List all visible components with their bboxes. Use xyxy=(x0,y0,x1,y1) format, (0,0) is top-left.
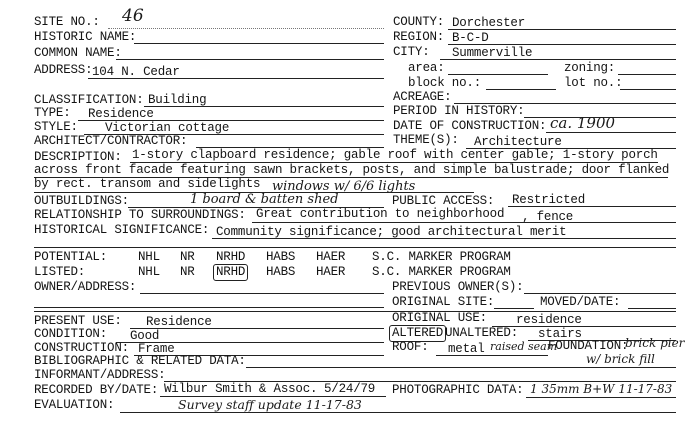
common-name-line xyxy=(116,59,384,60)
roof-label: ROOF: xyxy=(392,340,429,354)
evaluation-value: Survey staff update 11-17-83 xyxy=(178,397,362,412)
date-construction-label: DATE OF CONSTRUCTION: xyxy=(393,119,547,133)
condition-value: Good xyxy=(130,329,160,343)
county-value: Dorchester xyxy=(452,16,526,30)
section-divider-2 xyxy=(34,311,676,312)
foundation-label: FOUNDATION: xyxy=(548,339,629,353)
description-line-1: 1-story clapboard residence; gable roof with center gable; 1-story porch xyxy=(132,148,658,162)
site-no-label: SITE NO.: xyxy=(34,15,100,29)
previous-owners-line xyxy=(524,293,676,294)
common-name-label: COMMON NAME: xyxy=(34,46,122,60)
potential-nhl: NHL xyxy=(138,250,160,264)
date-construction-value: ca. 1900 xyxy=(550,114,616,132)
foundation-handwritten-1: brick pier xyxy=(625,336,685,350)
photographic-line xyxy=(526,397,676,398)
present-use-label: PRESENT USE: xyxy=(34,314,122,328)
potential-habs: HABS xyxy=(266,250,296,264)
outbuildings-value: 1 board & batten shed xyxy=(190,192,339,207)
listed-nr: NR xyxy=(180,265,195,279)
moved-date-label: MOVED/DATE: xyxy=(540,295,621,309)
area-label: area: xyxy=(408,61,445,75)
original-site-label: ORIGINAL SITE: xyxy=(392,295,495,309)
area-line xyxy=(448,74,548,75)
moved-date-line xyxy=(628,308,676,309)
site-no-value: 46 xyxy=(122,6,144,26)
roof-value: metal xyxy=(448,342,485,356)
description-handwritten: windows w/ 6/6 lights xyxy=(272,179,416,194)
style-value: Victorian cottage xyxy=(105,121,230,135)
altered-circled: ALTERED xyxy=(389,325,446,342)
photographic-label: PHOTOGRAPHIC DATA: xyxy=(392,383,524,397)
historical-significance-value: Community significance; good architectural merit xyxy=(216,225,567,239)
listed-label: LISTED: xyxy=(34,265,86,279)
description-line-2: across front facade featuring sawn brackets, posts, and simple balustrade; door flanked xyxy=(34,163,670,177)
public-access-value: Restricted xyxy=(512,193,586,207)
listed-nrhd-circled: NRHD xyxy=(213,264,248,281)
relationship-label: RELATIONSHIP TO SURROUNDINGS: xyxy=(34,208,246,222)
potential-nr: NR xyxy=(180,250,195,264)
public-access-label: PUBLIC ACCESS: xyxy=(392,194,495,208)
block-line xyxy=(486,89,556,90)
historic-name-line xyxy=(134,43,384,44)
classification-line xyxy=(144,106,384,107)
date-construction-line xyxy=(546,132,676,133)
region-label: REGION: xyxy=(393,30,445,44)
potential-sc-marker: S.C. MARKER PROGRAM xyxy=(372,250,511,264)
present-use-value: Residence xyxy=(146,315,212,329)
historical-significance-label: HISTORICAL SIGNIFICANCE: xyxy=(34,223,210,237)
region-value: B-C-D xyxy=(452,31,489,45)
site-no-line xyxy=(108,28,384,29)
unaltered-label: UNALTERED: xyxy=(445,326,519,340)
original-use-label: ORIGINAL USE: xyxy=(392,311,487,325)
recorded-by-label: RECORDED BY/DATE: xyxy=(34,383,159,397)
original-use-line xyxy=(492,326,676,327)
previous-owners-label: PREVIOUS OWNER(S): xyxy=(392,280,524,294)
themes-value: Architecture xyxy=(474,135,562,149)
city-label: CITY: xyxy=(393,45,430,59)
roof-line xyxy=(436,355,548,356)
description-line-3: by rect. transom and sidelights xyxy=(34,177,261,191)
type-value: Residence xyxy=(88,107,154,121)
historical-significance-line xyxy=(212,238,676,239)
informant-label: INFORMANT/ADDRESS: xyxy=(34,368,166,382)
public-access-line xyxy=(508,206,676,207)
city-value: Summerville xyxy=(452,46,533,60)
bibliographic-line xyxy=(246,367,676,368)
listed-habs: HABS xyxy=(266,265,296,279)
relationship-fence: , fence xyxy=(522,210,574,224)
architect-label: ARCHITECT/CONTRACTOR: xyxy=(34,134,188,148)
historic-name-label: HISTORIC NAME: xyxy=(34,30,137,44)
classification-value: Building xyxy=(148,93,207,107)
description-label: DESCRIPTION: xyxy=(34,150,122,164)
zoning-label: zoning: xyxy=(564,61,616,75)
potential-nrhd: NRHD xyxy=(216,250,246,264)
foundation-handwritten-2: w/ brick fill xyxy=(586,352,655,366)
type-label: TYPE: xyxy=(34,106,71,120)
lot-label: lot no.: xyxy=(564,76,623,90)
zoning-line xyxy=(618,74,676,75)
photographic-value: 1 35mm B+W 11-17-83 xyxy=(530,382,673,396)
relationship-value: Great contribution to neighborhood xyxy=(256,207,505,221)
present-use-line xyxy=(130,328,384,329)
classification-label: CLASSIFICATION: xyxy=(34,93,144,107)
lot-line xyxy=(620,89,676,90)
region-line xyxy=(448,44,676,45)
potential-label: POTENTIAL: xyxy=(34,250,108,264)
listed-haer: HAER xyxy=(316,265,346,279)
address-label: ADDRESS: xyxy=(34,63,93,77)
altered-value: stairs xyxy=(538,327,582,341)
address-value: 104 N. Cedar xyxy=(92,65,180,79)
condition-label: CONDITION: xyxy=(34,327,108,341)
acreage-label: ACREAGE: xyxy=(393,90,452,104)
roof-handwritten: raised seam xyxy=(490,340,558,353)
potential-haer: HAER xyxy=(316,250,346,264)
county-line xyxy=(448,29,676,30)
listed-nhl: NHL xyxy=(138,265,160,279)
construction-label: CONSTRUCTION: xyxy=(34,341,129,355)
owner-address-label: OWNER/ADDRESS: xyxy=(34,280,137,294)
owner-address-line-2 xyxy=(34,307,384,308)
address-line xyxy=(88,78,384,79)
recorded-by-value: Wilbur Smith & Assoc. xyxy=(164,382,318,396)
style-label: STYLE: xyxy=(34,120,78,134)
section-divider-1 xyxy=(34,247,676,248)
outbuildings-label: OUTBUILDINGS: xyxy=(34,194,129,208)
county-label: COUNTY: xyxy=(393,15,445,29)
themes-label: THEME(S): xyxy=(393,133,459,147)
original-use-value: residence xyxy=(516,313,582,327)
city-line xyxy=(440,59,676,60)
owner-address-line xyxy=(140,293,384,294)
construction-value: Frame xyxy=(138,342,175,356)
listed-sc-marker: S.C. MARKER PROGRAM xyxy=(372,265,511,279)
evaluation-label: EVALUATION: xyxy=(34,398,115,412)
period-label: PERIOD IN HISTORY: xyxy=(393,104,525,118)
block-label: block no.: xyxy=(408,76,482,90)
bibliographic-label: BIBLIOGRAPHIC & RELATED DATA: xyxy=(34,354,246,368)
recorded-by-date: 5/24/79 xyxy=(324,382,376,396)
relationship-line xyxy=(252,222,676,223)
original-site-line xyxy=(494,308,534,309)
evaluation-line xyxy=(120,412,676,413)
